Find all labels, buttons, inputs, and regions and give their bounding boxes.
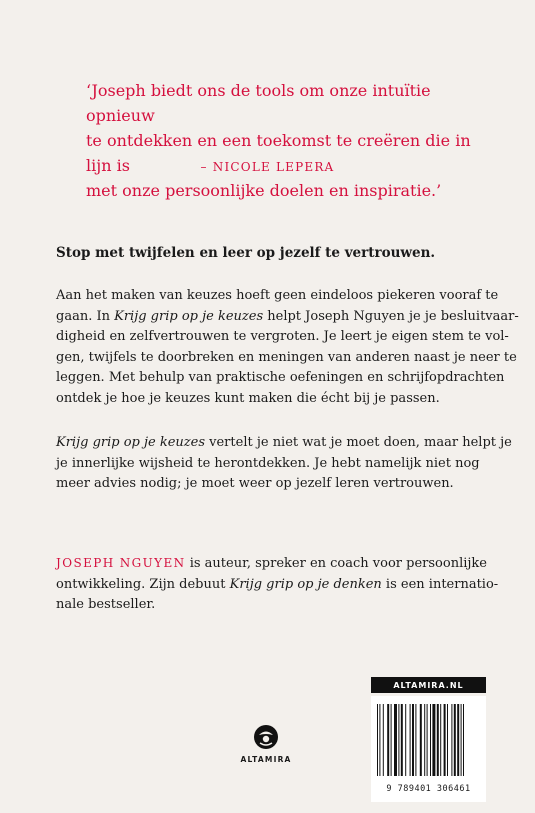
paragraph-line: gen, twijfels te doorbreken en meningen van anderen naast je neer te	[56, 349, 517, 365]
paragraph-line	[56, 433, 512, 454]
isbn-number: 9 789401 306461	[386, 784, 471, 794]
book-title-italic: Krijg grip op je denken	[229, 576, 382, 592]
paragraph-line: leggen. Met behulp van praktische oefeningen en schrijfopdrachten	[56, 370, 505, 385]
paragraph-line: ontdek je hoe je keuzes kunt maken die écht bij je passen.	[56, 390, 440, 406]
paragraph-line	[56, 575, 499, 596]
barcode	[371, 696, 486, 802]
lead-sentence: Stop met twijfelen en leer op jezelf te vertrouwen.	[56, 245, 436, 261]
barcode-bars	[377, 704, 480, 776]
text-run: helpt Joseph Nguyen je je besluitvaar-	[263, 308, 519, 324]
publisher-url: ALTAMIRA.NL	[371, 677, 486, 693]
paragraph-line	[56, 307, 519, 328]
paragraph-line: je innerlijke wijsheid te herontdekken. Je hebt namelijk niet nog	[56, 455, 480, 471]
text-run: vertelt je niet wat je moet doen, maar helpt je	[205, 435, 512, 450]
quote-line: te ontdekken en een toekomst te creëren die in lijn is	[86, 131, 471, 175]
text-run: is een internatio-	[381, 576, 499, 592]
paragraph-line	[56, 553, 486, 575]
quote-line: met onze persoonlijke doelen en inspiratie.’	[86, 181, 442, 200]
author-name: JOSEPH NGUYEN	[56, 556, 186, 570]
text-run: gaan. In	[56, 308, 115, 324]
description-paragraph-2	[56, 433, 512, 495]
publisher-logo	[224, 724, 308, 764]
book-title-italic: Krijg grip op je keuzes	[114, 308, 264, 324]
text-run: ontwikkeling. Zijn debuut	[56, 576, 230, 592]
book-title-italic: Krijg grip op je keuzes	[56, 435, 206, 450]
paragraph-line: digheid en zelfvertrouwen te vergroten. Je leert je eigen stem te vol-	[56, 329, 509, 344]
quote-line: ‘Joseph biedt ons de tools om onze intuïtie opnieuw	[86, 81, 431, 125]
paragraph-line: Aan het maken van keuzes hoeft geen eindeloos piekeren vooraf te	[56, 288, 499, 303]
paragraph-line: nale bestseller.	[56, 597, 156, 612]
endorsement-quote	[86, 78, 486, 203]
publisher-name: ALTAMIRA	[240, 755, 292, 764]
paragraph-line: meer advies nodig; je moet weer op jezelf leren vertrouwen.	[56, 476, 454, 491]
quote-attribution: – NICOLE LEPERA	[200, 160, 335, 174]
altamira-logo-icon	[253, 724, 279, 750]
text-run: is auteur, spreker en coach voor persoonlijke	[185, 556, 487, 571]
description-paragraph-1	[56, 286, 519, 409]
author-bio	[56, 553, 499, 616]
